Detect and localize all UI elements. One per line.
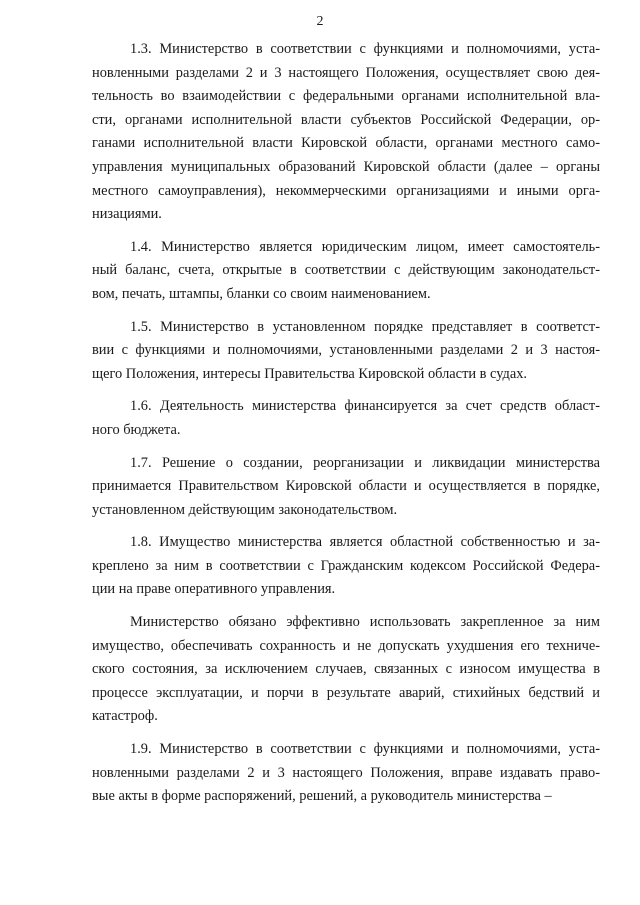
text-line: сти, органами исполнительной власти субъектов Российской Федерации, ор- bbox=[92, 111, 600, 128]
text-line: 1.7. Решение о создании, реорганизации и ликвидации министерства bbox=[130, 454, 600, 471]
text-line: имущество, обеспечивать сохранность и не допускать ухудшения его техниче- bbox=[92, 637, 600, 654]
paragraph-p-1-4 bbox=[92, 236, 600, 307]
text-line: вии с функциями и полномочиями, установленными разделами 2 и 3 настоя- bbox=[92, 342, 600, 359]
paragraph-p-1-5 bbox=[92, 316, 600, 387]
text-line: процессе эксплуатации, и порчи в результате аварий, стихийных бедствий и bbox=[92, 684, 600, 701]
text-line: 1.6. Деятельность министерства финансируется за счет средств област- bbox=[130, 398, 600, 415]
text-line: вые акты в форме распоряжений, решений, а руководитель министерства – bbox=[92, 788, 552, 805]
text-line: управления муниципальных образований Кировской области (далее – органы bbox=[92, 158, 600, 175]
text-line: ганами исполнительной власти Кировской области, органами местного само- bbox=[92, 135, 600, 152]
text-line: 1.4. Министерство является юридическим лицом, имеет самостоятель- bbox=[130, 238, 600, 255]
text-line: креплено за ним в соответствии с Гражданским кодексом Российской Федера- bbox=[92, 557, 600, 574]
paragraph-p-1-8 bbox=[92, 531, 600, 602]
text-line: 1.8. Имущество министерства является областной собственностью и за- bbox=[130, 534, 600, 551]
paragraph-p-1-6 bbox=[92, 395, 600, 442]
text-line: низациями. bbox=[92, 206, 162, 223]
text-line: щего Положения, интересы Правительства Кировской области в судах. bbox=[92, 365, 528, 382]
text-line: тельность во взаимодействии с федеральными органами исполнительной вла- bbox=[92, 88, 600, 105]
paragraph-p-1-9 bbox=[92, 738, 600, 809]
text-line: вом, печать, штампы, бланки со своим наименованием. bbox=[92, 285, 431, 302]
page-number: 2 bbox=[316, 14, 324, 29]
document-body bbox=[92, 38, 600, 818]
text-line: ный баланс, счета, открытые в соответствии с действующим законодательст- bbox=[92, 262, 600, 279]
text-line: новленными разделами 2 и 3 настоящего Положения, вправе издавать право- bbox=[92, 764, 600, 781]
paragraph-p-1-8-cont bbox=[92, 611, 600, 729]
text-line: 1.3. Министерство в соответствии с функциями и полномочиями, уста- bbox=[130, 41, 600, 57]
text-line: установленном действующим законодательством. bbox=[92, 501, 398, 518]
paragraph-p-1-3 bbox=[92, 38, 600, 227]
text-line: новленными разделами 2 и 3 настоящего Положения, осуществляет свою дея- bbox=[92, 64, 600, 81]
text-line: 1.5. Министерство в установленном порядке представляет в соответст- bbox=[130, 318, 600, 335]
text-line: местного самоуправления), некоммерческими организациями и иными орга- bbox=[92, 182, 600, 199]
text-line: принимается Правительством Кировской области и осуществляется в порядке, bbox=[92, 478, 600, 495]
text-line: 1.9. Министерство в соответствии с функциями и полномочиями, уста- bbox=[130, 741, 600, 758]
paragraph-p-1-7 bbox=[92, 452, 600, 523]
text-line: ского состояния, за исключением случаев, связанных с износом имущества в bbox=[92, 661, 600, 678]
text-line: Министерство обязано эффективно использовать закрепленное за ним bbox=[130, 614, 600, 631]
text-line: катастроф. bbox=[92, 708, 158, 725]
text-line: ции на праве оперативного управления. bbox=[92, 581, 336, 598]
text-line: ного бюджета. bbox=[92, 421, 181, 438]
